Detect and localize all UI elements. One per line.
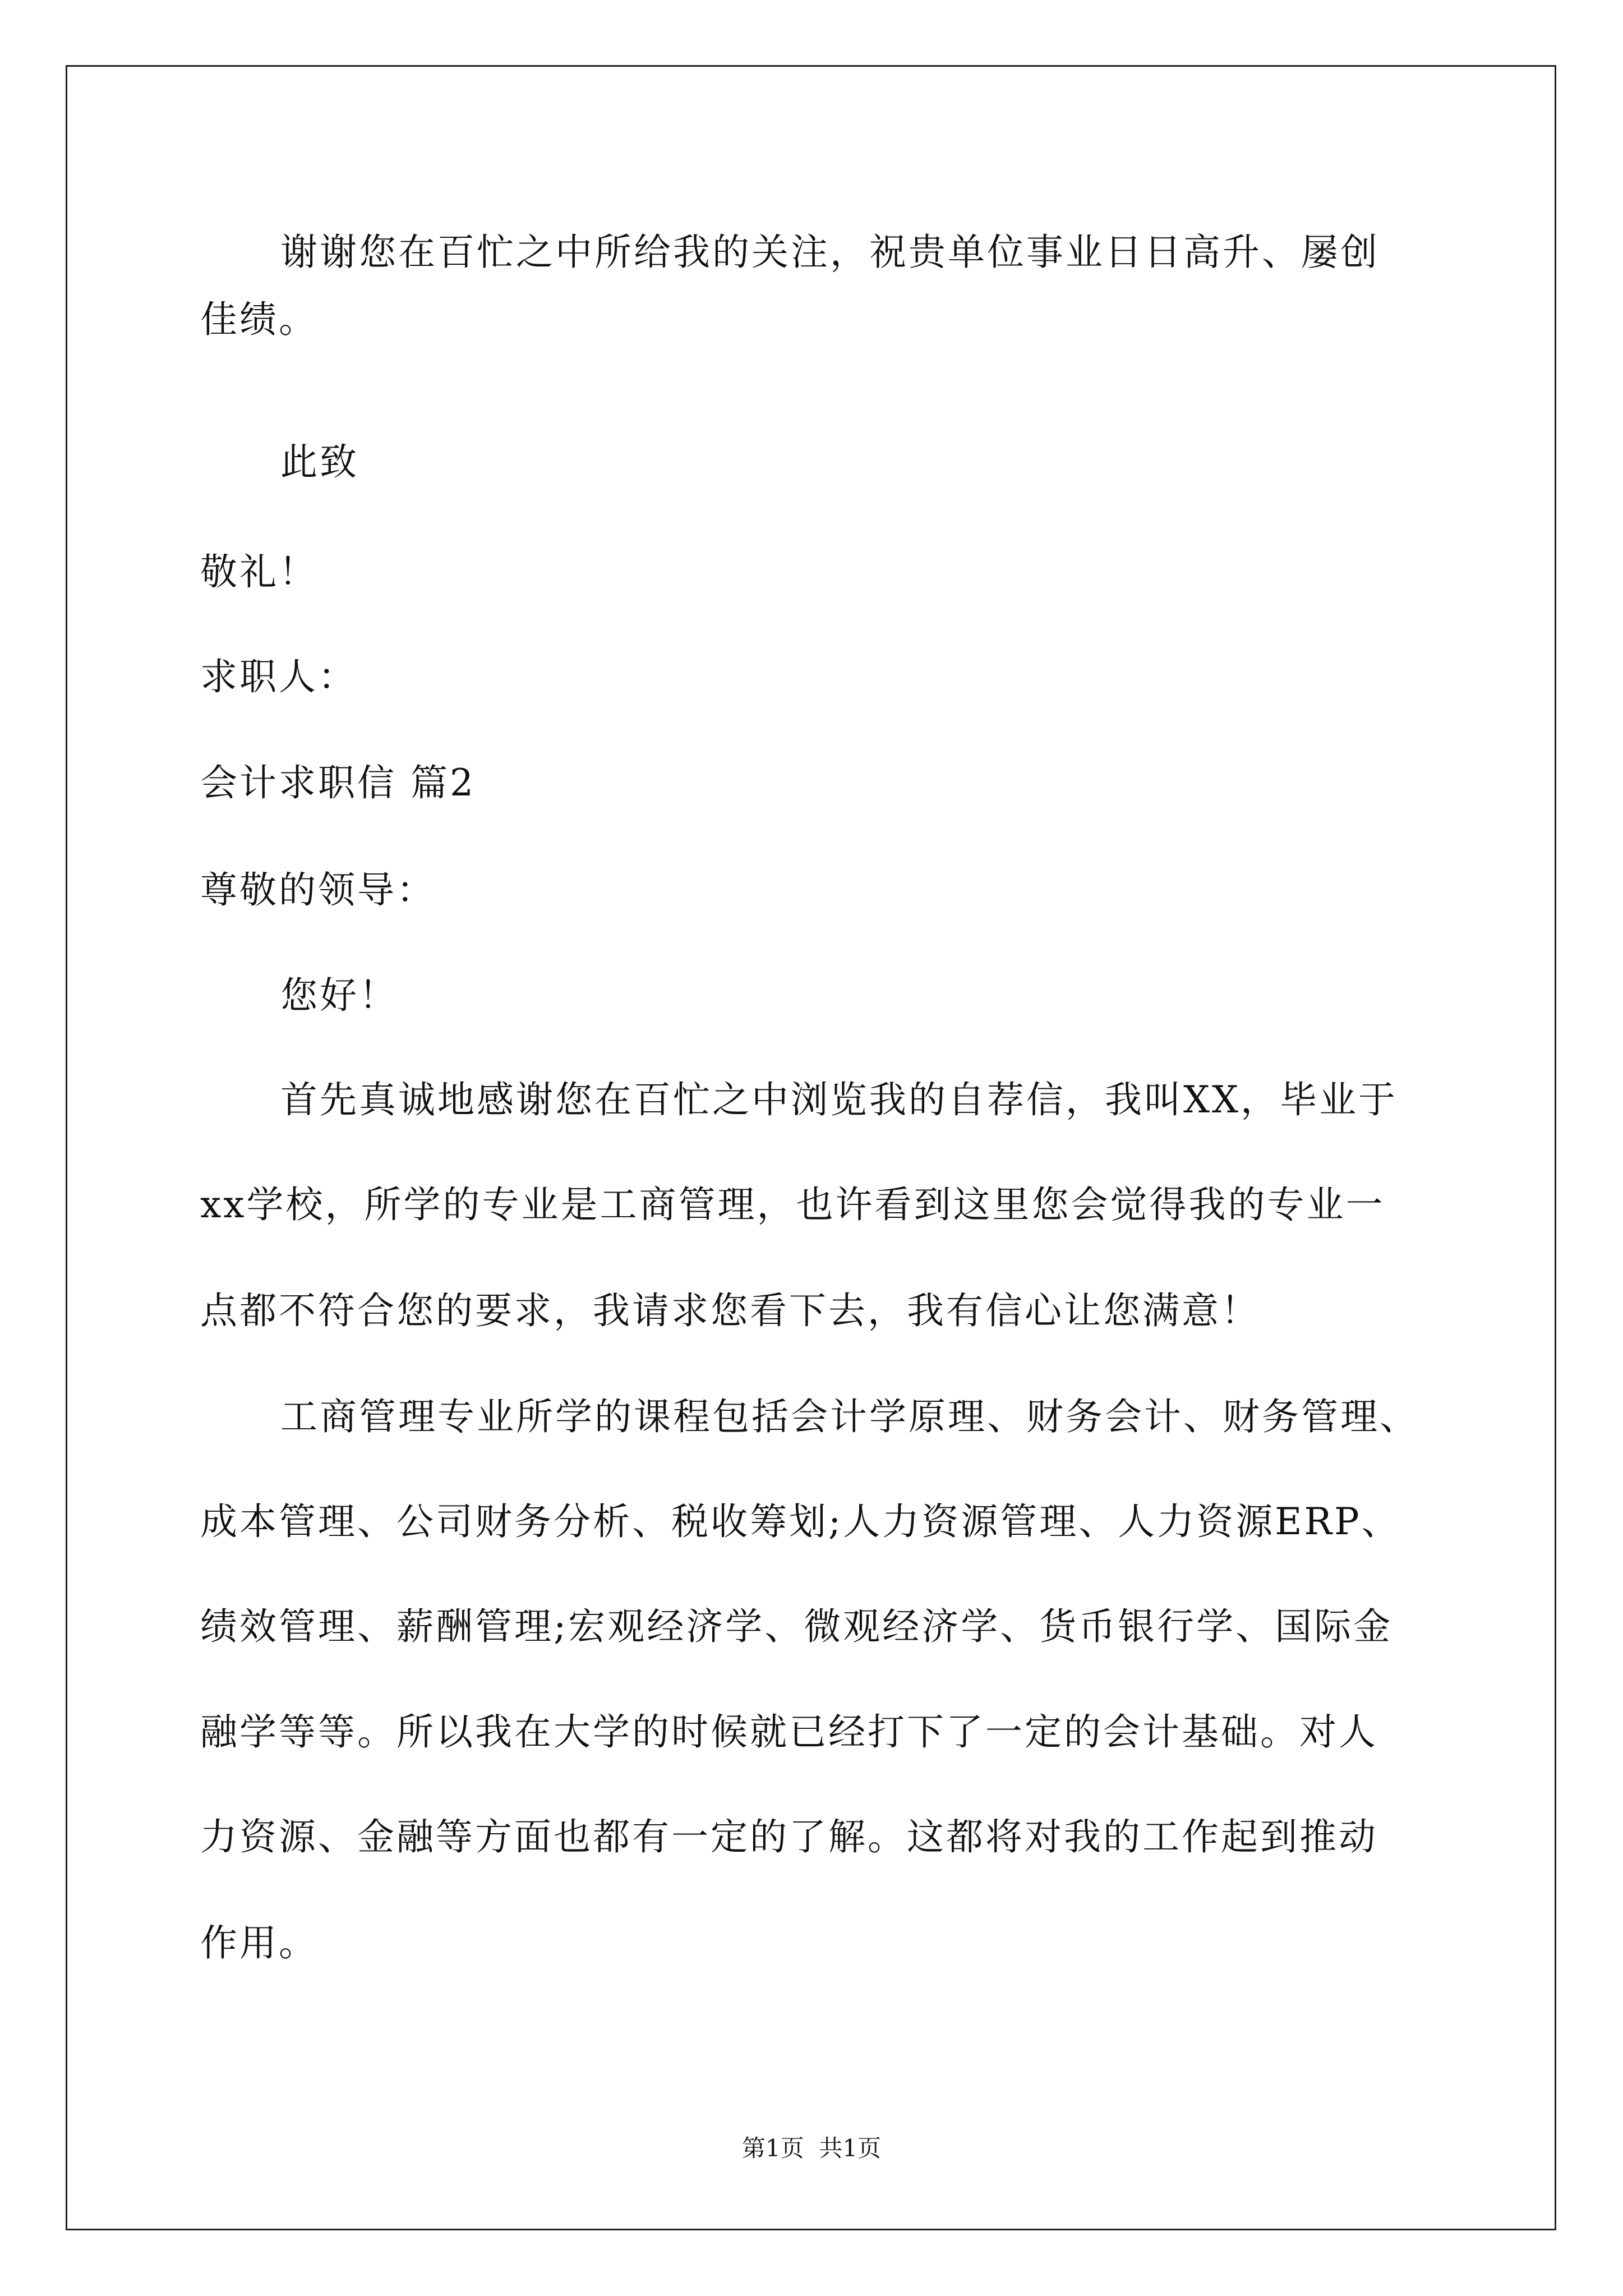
text-line: 力资源、金融等方面也都有一定的了解。这都将对我的工作起到推动: [200, 1815, 1378, 1858]
text-line: xx学校，所学的专业是工商管理，也许看到这里您会觉得我的专业一: [200, 1183, 1385, 1226]
text-line: 绩效管理、薪酬管理;宏观经济学、微观经济学、货币银行学、国际金: [200, 1605, 1393, 1648]
text-line: 敬礼！: [200, 550, 318, 593]
text-line: 佳绩。: [200, 298, 318, 341]
text-line: 融学等等。所以我在大学的时候就已经打下了一定的会计基础。对人: [200, 1710, 1378, 1754]
page-border: [66, 65, 1556, 2230]
salutation: 尊敬的领导：: [200, 868, 436, 912]
text-line: 工商管理专业所学的课程包括会计学原理、财务会计、财务管理、: [280, 1395, 1419, 1438]
page-footer: 第1页 共1页: [741, 2134, 882, 2162]
section-heading: 会计求职信 篇2: [200, 761, 476, 804]
text-line: 您好！: [280, 974, 398, 1017]
text-line: 谢谢您在百忙之中所给我的关注，祝贵单位事业日日高升、屡创: [280, 231, 1380, 274]
text-line: 此致: [280, 440, 359, 484]
text-line: 作用。: [200, 1921, 318, 1964]
text-line: 点都不符合您的要求，我请求您看下去，我有信心让您满意！: [200, 1289, 1260, 1332]
text-line: 成本管理、公司财务分析、税收筹划;人力资源管理、人力资源ERP、: [200, 1500, 1401, 1543]
text-line: 求职人：: [200, 655, 357, 698]
text-line: 首先真诚地感谢您在百忙之中浏览我的自荐信，我叫XX，毕业于: [280, 1078, 1398, 1121]
